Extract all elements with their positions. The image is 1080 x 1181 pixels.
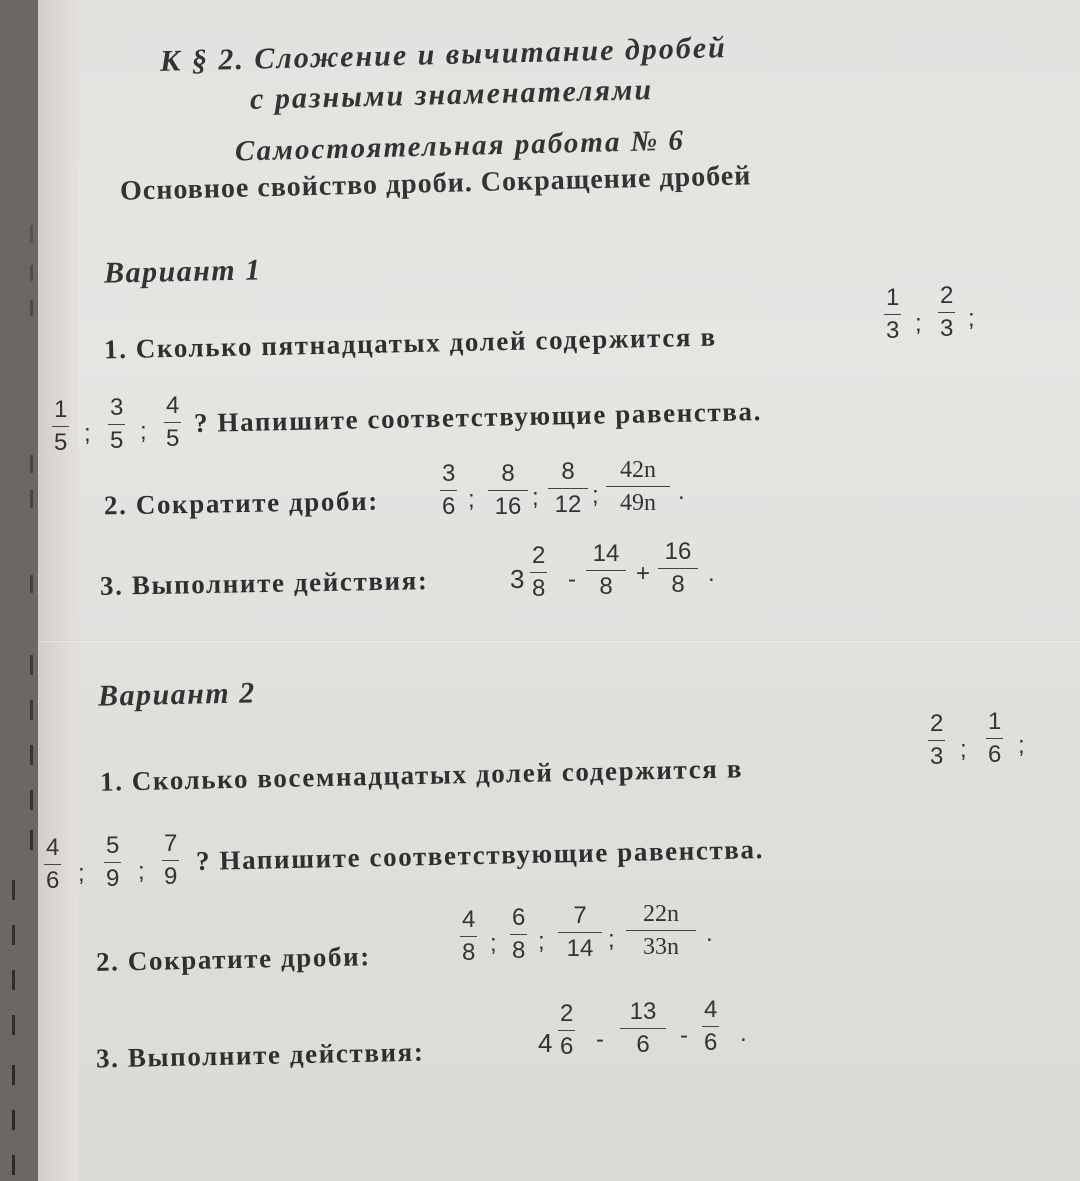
separator: . (708, 560, 715, 587)
binding-mark (30, 575, 33, 593)
separator: ; (84, 420, 91, 447)
separator: ; (490, 930, 497, 957)
fraction: 1 6 (988, 708, 1002, 768)
separator: ; (1018, 732, 1025, 759)
fraction: 14 8 (586, 542, 626, 599)
separator: . (706, 920, 713, 947)
fraction: 42n 49n (606, 458, 670, 515)
fraction: 4 6 (46, 834, 60, 894)
variant-1-title: Вариант 1 (103, 253, 263, 290)
fraction: 2 6 (560, 1000, 574, 1060)
separator: ; (592, 482, 599, 509)
separator: ; (138, 858, 145, 885)
task-number: 1. (103, 333, 128, 365)
task-number: 3. (95, 1042, 120, 1074)
fraction: 16 8 (658, 540, 698, 597)
fraction: 1 5 (54, 396, 68, 456)
separator: ; (532, 484, 539, 511)
v1-task2-line (104, 486, 379, 522)
v2-task3-text: Выполните действия: (127, 1036, 425, 1073)
separator: ; (78, 860, 85, 887)
binding-mark (12, 1065, 15, 1085)
binding-mark (30, 700, 33, 720)
separator: ; (608, 926, 615, 953)
task-number: 3. (99, 570, 124, 601)
binding-mark (12, 1155, 15, 1175)
fraction: 3 6 (442, 460, 456, 520)
separator: ; (140, 418, 147, 445)
fraction: 2 3 (940, 282, 954, 342)
fraction: 1 3 (886, 284, 900, 344)
separator: ; (538, 928, 545, 955)
binding-mark (30, 790, 33, 810)
separator: ; (468, 486, 475, 513)
operator: + (636, 560, 651, 587)
operator: - (568, 566, 576, 593)
fraction: 8 16 (488, 462, 528, 519)
v2-task1-text: Сколько восемнадцатых долей содержится в (131, 753, 744, 797)
fraction: 4 6 (704, 996, 718, 1056)
task-number: 1. (99, 766, 124, 797)
binding-mark (30, 455, 33, 473)
work-title: Самостоятельная работа № 6 (234, 124, 686, 168)
v2-task2-text: Сократите дроби: (127, 941, 372, 977)
task-number: 2. (103, 489, 128, 521)
binding-mark (12, 880, 15, 900)
separator: ; (960, 736, 967, 763)
fraction: 4 5 (166, 392, 180, 452)
separator: . (740, 1020, 747, 1047)
separator: . (678, 478, 685, 505)
whole-number: 4 (538, 1028, 553, 1058)
fraction: 5 9 (106, 832, 120, 892)
binding-mark (30, 265, 33, 281)
binding-mark (12, 1110, 15, 1130)
v2-task1-question: ? Напишите соответствующие равенства. (195, 834, 765, 876)
page-fold-line (38, 640, 1080, 644)
v1-task1-question: ? Напишите соответствующие равенства. (193, 396, 763, 438)
v1-task2-text: Сократите дроби: (135, 485, 380, 520)
v1-task3-text: Выполните действия: (131, 565, 429, 601)
section-heading: К § 2. Сложение и вычитание дробей (159, 31, 728, 78)
separator: ; (968, 305, 975, 332)
fraction: 6 8 (512, 904, 526, 964)
fraction: 4 8 (462, 906, 476, 966)
binding-mark (12, 1015, 15, 1035)
fraction: 3 5 (110, 394, 124, 454)
fraction: 13 6 (620, 1000, 666, 1057)
fraction: 2 8 (532, 542, 546, 602)
binding-mark (12, 925, 15, 945)
separator: ; (915, 310, 922, 337)
fraction: 7 9 (164, 830, 178, 890)
binding-mark (30, 655, 33, 675)
binding-mark (12, 970, 15, 990)
binding-mark (30, 300, 33, 316)
fraction: 7 14 (558, 904, 602, 961)
section-heading-line2: с разными знаменателями (249, 73, 654, 116)
fraction: 2 3 (930, 710, 944, 770)
binding-mark (30, 490, 33, 508)
v1-task1-text: Сколько пятнадцатых долей содержится в (135, 321, 717, 364)
task-number: 2. (95, 946, 120, 977)
variant-2-title: Вариант 2 (97, 676, 257, 713)
operator: - (596, 1026, 604, 1053)
binding-mark (30, 830, 33, 850)
v2-task2-line (96, 941, 371, 978)
v1-task3-line (100, 565, 429, 602)
fraction: 22n 33n (626, 902, 696, 959)
binding-mark (30, 225, 33, 243)
page-binding-edge (38, 0, 78, 1181)
whole-number: 3 (510, 564, 525, 594)
binding-mark (30, 745, 33, 765)
fraction: 8 12 (548, 460, 588, 517)
operator: - (680, 1022, 688, 1049)
topic-title: Основное свойство дроби. Сокращение дробей (119, 160, 752, 207)
